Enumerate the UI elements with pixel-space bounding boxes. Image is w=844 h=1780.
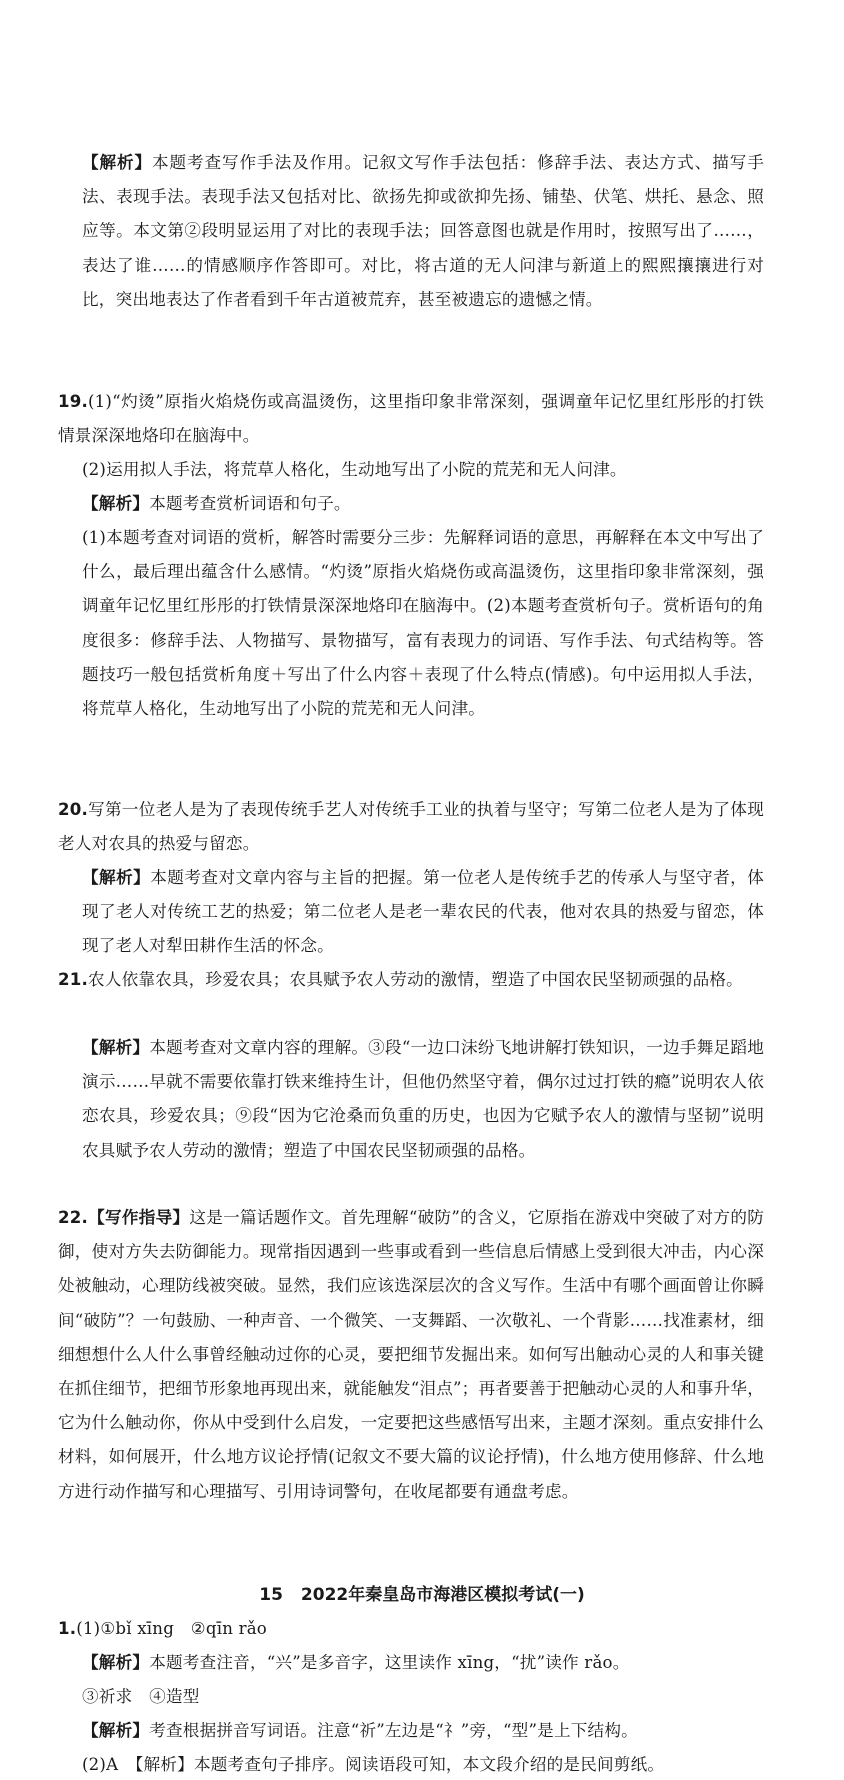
paragraph-text: 本题考查对文章内容的理解。③段“一边口沫纷飞地讲解打铁知识，一边手舞足蹈地演示……早就不需要依靠打铁来维持生计，但他仍然坚守着，偶尔过过打铁的瘾”说明农人依恋农具，珍爱农具；⑨段“因为它沧桑而负重的历史，也因为它赋予农人的激情与坚韧”说明农具赋予农人劳动的激情；塑造了中国农民坚韧顽强的品格。 xyxy=(82,1038,764,1160)
exam-paragraph-tail: (2)A 【解析】本题考查句子排序。阅读语段可知，本文段介绍的是民间剪纸。 xyxy=(82,1755,665,1774)
exam-paragraph-0 xyxy=(58,1612,764,1646)
answer-paragraph-1 xyxy=(58,385,764,453)
paragraph-text: (1)①bǐ xīng ②qīn rǎo xyxy=(76,1619,267,1638)
analysis-tag: 【解析】 xyxy=(82,1653,150,1672)
analysis-tag: 【写作指导】 xyxy=(88,1208,190,1227)
answer-paragraph-9 xyxy=(58,1201,764,1509)
paragraph-text: 本题考查对文章内容与主旨的把握。第一位老人是传统手艺的传承人与坚守者，体现了老人对传统工艺的热爱；第二位老人是老一辈农民的代表，他对农具的热爱与留恋，体现了老人对犁田耕作生活的怀念。 xyxy=(82,868,764,956)
answer-paragraph-7 xyxy=(58,963,764,997)
answer-paragraph-6 xyxy=(82,861,764,964)
exam-paragraph-1 xyxy=(82,1646,764,1680)
paragraph-text: 农人依靠农具，珍爱农具；农具赋予农人劳动的激情，塑造了中国农民坚韧顽强的品格。 xyxy=(88,970,743,989)
paragraph-text: 考查根据拼音写词语。注意“祈”左边是“礻”旁，“型”是上下结构。 xyxy=(149,1721,638,1740)
section-title xyxy=(0,1578,844,1612)
paragraph-text: 写第一位老人是为了表现传统手艺人对传统手工业的执着与坚守；写第二位老人是为了体现老人对农具的热爱与留恋。 xyxy=(58,800,764,854)
section-number: 15 xyxy=(259,1585,283,1605)
answer-paragraph-8 xyxy=(82,1031,764,1168)
answer-paragraph-2 xyxy=(82,453,764,487)
section-heading: 2022年秦皇岛市海港区模拟考试(一) xyxy=(300,1585,585,1605)
paragraph-text: 这是一篇话题作文。首先理解“破防”的含义，它原指在游戏中突破了对方的防御，使对方失去防御能力。现常指因遇到一些事或看到一些信息后情感上受到很大冲击，内心深处被触动，心理防线被突破。显然，我们应该选深层次的含义写作。生活中有哪个画面曾让你瞬间“破防”？一句鼓励、一种声音、一个微笑、一支舞蹈、一次敬礼、一个背影……找准素材，细细想想什么人什么事曾经触动过你的心灵，要把细节发掘出来。如何写出触动心灵的人和事关键在抓住细节，把细节形象地再现出来，就能触发“泪点”；再者要善于把触动心灵的人和事升华，它为什么触动你，你从中受到什么启发，一定要把这些感悟写出来，主题才深刻。重点安排什么材料，如何展开，什么地方议论抒情(记叙文不要大篇的议论抒情)，什么地方使用修辞、什么地方进行动作描写和心理描写、引用诗词警句，在收尾都要有通盘考虑。 xyxy=(58,1208,764,1501)
answer-paragraph-0 xyxy=(82,146,764,317)
exam-paragraph-3 xyxy=(82,1714,764,1748)
paragraph-text: (1)本题考查对词语的赏析，解答时需要分三步：先解释词语的意思，再解释在本文中写出了什么，最后理出蕴含什么感情。“灼烫”原指火焰烧伤或高温烫伤，这里指印象非常深刻，强调童年记忆里红彤彤的打铁情景深深地烙印在脑海中。(2)本题考查赏析句子。赏析语句的角度很多：修辞手法、人物描写、景物描写，富有表现力的词语、写作手法、句式结构等。答题技巧一般包括赏析角度＋写出了什么内容＋表现了什么特点(情感)。句中运用拟人手法，将荒草人格化，生动地写出了小院的荒芜和无人问津。 xyxy=(82,528,764,719)
question-number: 20. xyxy=(58,800,88,819)
paragraph-text: 本题考查注音，“兴”是多音字，这里读作 xīng，“扰”读作 rǎo。 xyxy=(149,1653,630,1672)
analysis-tag: 【解析】 xyxy=(82,153,153,172)
paragraph-text: ③祈求 ④造型 xyxy=(82,1687,200,1706)
question-number: 21. xyxy=(58,970,88,989)
question-number: 22. xyxy=(58,1208,88,1227)
answer-paragraph-3 xyxy=(82,487,764,521)
question-number: 1. xyxy=(58,1619,77,1638)
analysis-tag: 【解析】 xyxy=(82,868,151,887)
analysis-tag: 【解析】 xyxy=(82,494,150,513)
answer-paragraph-4 xyxy=(82,521,764,726)
analysis-tag: 【解析】 xyxy=(82,1721,150,1740)
answer-paragraph-5 xyxy=(58,793,764,861)
paragraph-text: (2)运用拟人手法，将荒草人格化，生动地写出了小院的荒芜和无人问津。 xyxy=(82,460,627,479)
paragraph-text: (1)“灼烫”原指火焰烧伤或高温烫伤，这里指印象非常深刻，强调童年记忆里红彤彤的打铁情景深深地烙印在脑海中。 xyxy=(58,392,764,446)
question-number: 19. xyxy=(58,392,88,411)
exam-paragraph-2 xyxy=(82,1680,764,1714)
analysis-tag: 【解析】 xyxy=(82,1038,150,1057)
paragraph-text: 本题考查写作手法及作用。记叙文写作手法包括：修辞手法、表达方式、描写手法、表现手法。表现手法又包括对比、欲扬先抑或欲抑先扬、铺垫、伏笔、烘托、悬念、照应等。本文第②段明显运用了对比的表现手法；回答意图也就是作用时，按照写出了……，表达了谁……的情感顺序作答即可。对比，将古道的无人问津与新道上的熙熙攘攘进行对比，突出地表达了作者看到千年古道被荒弃，甚至被遗忘的遗憾之情。 xyxy=(82,153,764,309)
paragraph-text: 本题考查赏析词语和句子。 xyxy=(149,494,351,513)
